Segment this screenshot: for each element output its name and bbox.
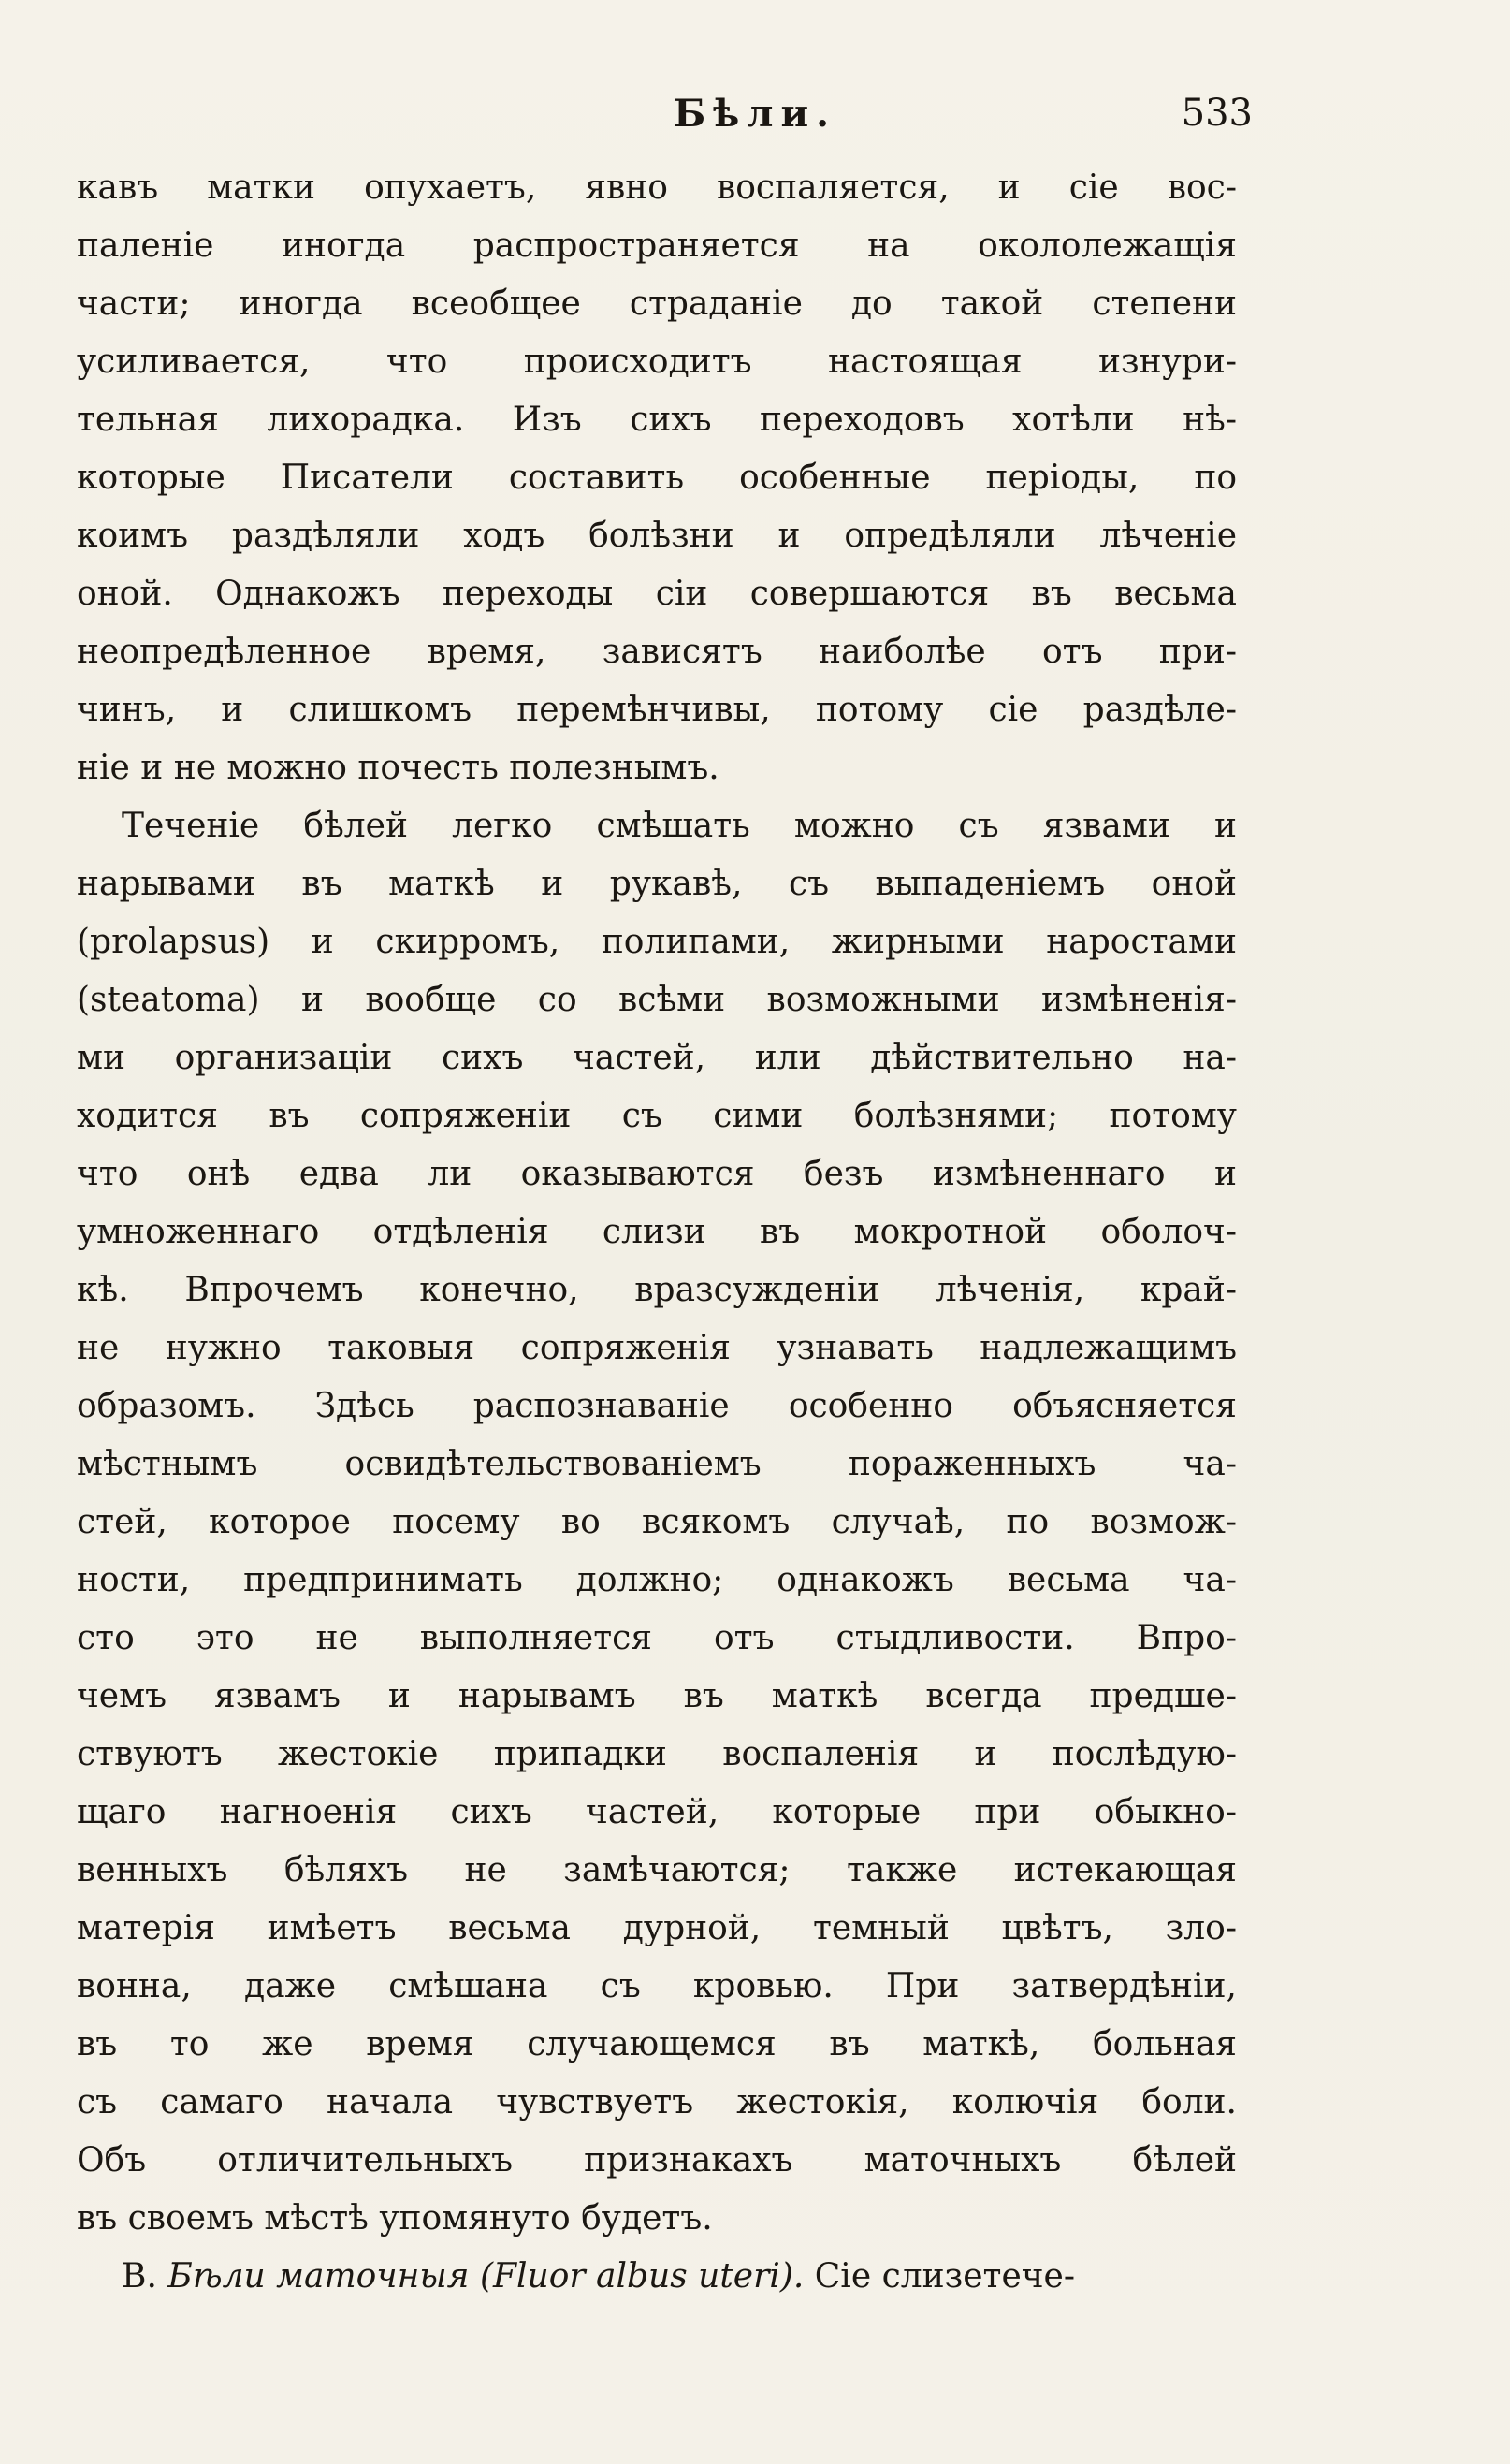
text-line: кѣ. Впрочемъ конечно, вразсужденіи лѣченія, край- (77, 1271, 1237, 1309)
text-line: стей, которое посему во всякомъ случаѣ, по возмож- (77, 1503, 1237, 1541)
text-line: паленіе иногда распространяется на окололежащія (77, 226, 1237, 265)
text-line: тельная лихорадка. Изъ сихъ переходовъ хотѣли нѣ- (77, 401, 1237, 439)
text-line: мѣстнымъ освидѣтельствованіемъ пораженныхъ ча- (77, 1445, 1237, 1483)
text-line: кавъ матки опухаетъ, явно воспаляется, и сіе вос- (77, 168, 1237, 207)
section-label: B. (122, 2257, 157, 2296)
text-line: усиливается, что происходитъ настоящая изнури- (77, 343, 1237, 381)
latin-term: (Fluor albus uteri). (479, 2257, 805, 2296)
running-title: Бѣли. (673, 92, 837, 136)
text-line: щаго нагноенія сихъ частей, которые при обыкно- (77, 1793, 1237, 1831)
text-line: въ то же время случающемся въ маткѣ, больная (77, 2025, 1237, 2063)
text-line: ніе и не можно почесть полезнымъ. (77, 749, 719, 787)
text-line: оной. Однакожъ переходы сіи совершаются въ весьма (77, 575, 1237, 613)
section-title: Бѣли маточныя (167, 2257, 470, 2296)
text-line: неопредѣленное время, зависятъ наиболѣе отъ при- (77, 633, 1237, 671)
text-line: въ своемъ мѣстѣ упомянуто будетъ. (77, 2199, 713, 2238)
text-line: ности, предпринимать должно; однакожъ весьма ча- (77, 1561, 1237, 1599)
text-line: части; иногда всеобщее страданіе до такой степени (77, 284, 1237, 323)
text-line: ходится въ сопряженіи съ сими болѣзнями; потому (77, 1097, 1237, 1135)
text-line: образомъ. Здѣсь распознаваніе особенно объясняется (77, 1387, 1237, 1425)
text-line: чинъ, и слишкомъ перемѣнчивы, потому сіе раздѣле- (77, 691, 1237, 729)
text-line: сто это не выполняется отъ стыдливости. Впро- (77, 1619, 1237, 1657)
text-line: чемъ язвамъ и нарывамъ въ маткѣ всегда предше- (77, 1677, 1237, 1715)
page-number: 533 (1181, 92, 1253, 135)
text-line: вонна, даже смѣшана съ кровью. При затвердѣніи, (77, 1967, 1237, 2005)
section-text: Сіе слизетече- (814, 2257, 1076, 2296)
text-line: Объ отличительныхъ признакахъ маточныхъ бѣлей (77, 2141, 1237, 2180)
text-line: ми организаціи сихъ частей, или дѣйствительно на- (77, 1039, 1237, 1077)
section-heading-line (77, 2248, 1237, 2306)
text-line: съ самаго начала чувствуетъ жестокія, колючія боли. (77, 2083, 1237, 2121)
text-line: Теченіе бѣлей легко смѣшать можно съ язвами и (122, 807, 1237, 845)
body-text (77, 159, 1237, 2306)
text-line: не нужно таковыя сопряженія узнавать надлежащимъ (77, 1329, 1237, 1367)
text-line: коимъ раздѣляли ходъ болѣзни и опредѣляли лѣченіе (77, 517, 1237, 555)
text-line: нарывами въ маткѣ и рукавѣ, съ выпаденіемъ оной (77, 865, 1237, 903)
text-line: матерія имѣетъ весьма дурной, темный цвѣтъ, зло- (77, 1909, 1237, 1947)
text-line: (prolapsus) и скирромъ, полипами, жирными наростами (77, 923, 1237, 961)
text-line: которые Писатели составить особенные періоды, по (77, 459, 1237, 497)
text-line: умноженнаго отдѣленія слизи въ мокротной оболоч- (77, 1213, 1237, 1251)
text-line: что онѣ едва ли оказываются безъ измѣненнаго и (77, 1155, 1237, 1193)
text-line: венныхъ бѣляхъ не замѣчаются; также истекающая (77, 1851, 1237, 1889)
text-line: ствуютъ жестокіе припадки воспаленія и послѣдую- (77, 1735, 1237, 1773)
text-line: (steatoma) и вообще со всѣми возможными измѣненія- (77, 981, 1237, 1019)
